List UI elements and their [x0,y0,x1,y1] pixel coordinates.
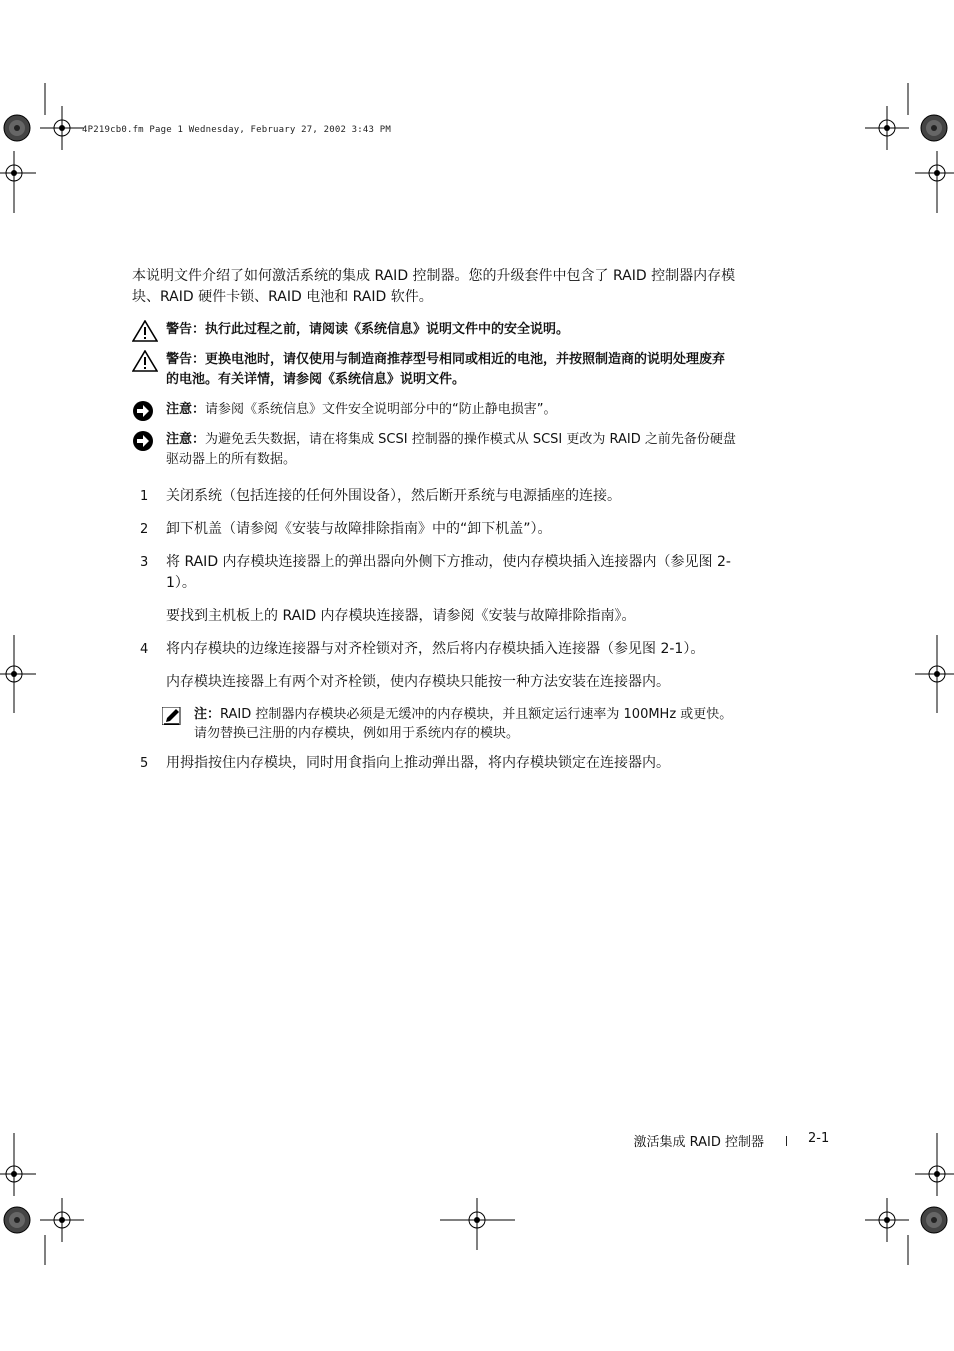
step-number: 1 [140,489,149,504]
step-text: 卸下机盖（请参阅《安装与故障排除指南》中的“卸下机盖”）。 [166,521,552,537]
list-item [132,486,738,507]
notice-text: 请参阅《系统信息》文件安全说明部分中的“防止静电损害”。 [205,402,557,417]
warning-triangle-icon [132,320,158,342]
step-number: 2 [140,522,149,537]
step-number: 4 [140,642,149,657]
registration-wheel-icon [4,115,30,141]
registration-cross-icon [0,652,36,696]
warning-text: 更换电池时，请仅使用与制造商推荐型号相同或相近的电池，并按照制造商的说明处理废弃的电池。有关详情，请参阅《系统信息》说明文件。 [166,352,726,387]
registration-cross-icon [915,652,954,696]
registration-cross-icon [0,1152,36,1196]
warning-triangle-icon [132,350,158,372]
warning-label: 警告： [166,322,206,337]
document-body [132,266,738,786]
registration-cross-icon [915,151,954,195]
notice-text: 为避免丢失数据，请在将集成 SCSI 控制器的操作模式从 SCSI 更改为 RAID 之前先备份硬盘驱动器上的所有数据。 [166,432,736,467]
note-label: 注： [194,707,221,722]
notice-arrow-icon [132,400,158,422]
step-subtext: 内存模块连接器上有两个对齐栓锁，使内存模块只能按一种方法安装在连接器内。 [166,674,670,690]
intro-paragraph: 本说明文件介绍了如何激活系统的集成 RAID 控制器。您的升级套件中包含了 RAID 控制器内存模块、RAID 硬件卡锁、RAID 电池和 RAID 软件。 [132,268,736,305]
warning-admonition [132,350,738,390]
warning-admonition [132,320,738,340]
list-item [132,552,738,594]
notice-admonition [132,400,738,420]
list-item [132,753,738,774]
warning-label: 警告： [166,352,206,367]
note-pencil-icon [162,707,182,725]
registration-wheel-icon [921,115,947,141]
list-item [132,519,738,540]
registration-cross-icon [40,1198,84,1242]
notice-label: 注意： [166,432,206,447]
footer-chapter-title: 激活集成 RAID 控制器 [633,1135,764,1150]
notice-label: 注意： [166,402,206,417]
step-text: 关闭系统（包括连接的任何外围设备），然后断开系统与电源插座的连接。 [166,488,621,504]
registration-cross-icon [40,106,84,150]
step-text: 用拇指按住内存模块，同时用食指向上推动弹出器，将内存模块锁定在连接器内。 [166,755,670,771]
note-text: RAID 控制器内存模块必须是无缓冲的内存模块，并且额定运行速率为 100MHz 或更快。请勿替换已注册的内存模块，例如用于系统内存的模块。 [194,707,733,741]
footer-divider [786,1136,787,1146]
step-number: 5 [140,756,149,771]
page-number: 2-1 [808,1131,830,1146]
step-number: 3 [140,555,149,570]
registration-cross-icon [865,1198,909,1242]
step-subtext: 要找到主机板上的 RAID 内存模块连接器，请参阅《安装与故障排除指南》。 [166,608,636,624]
step-text: 将 RAID 内存模块连接器上的弹出器向外侧下方推动，使内存模块插入连接器内（参见图 2-1）。 [166,554,731,591]
registration-cross-icon [0,151,36,195]
step-text: 将内存模块的边缘连接器与对齐栓锁对齐，然后将内存模块插入连接器（参见图 2-1）。 [166,641,705,657]
note-admonition [132,705,738,743]
registration-wheel-icon [4,1207,30,1233]
registration-cross-icon [915,1152,954,1196]
notice-admonition [132,430,738,470]
warning-text: 执行此过程之前，请阅读《系统信息》说明文件中的安全说明。 [205,322,570,337]
notice-arrow-icon [132,430,158,452]
print-header: 4P219cb0.fm Page 1 Wednesday, February 27, 2002 3:43 PM [82,125,392,135]
registration-wheel-icon [921,1207,947,1233]
list-item [132,639,738,660]
registration-cross-icon [865,106,909,150]
